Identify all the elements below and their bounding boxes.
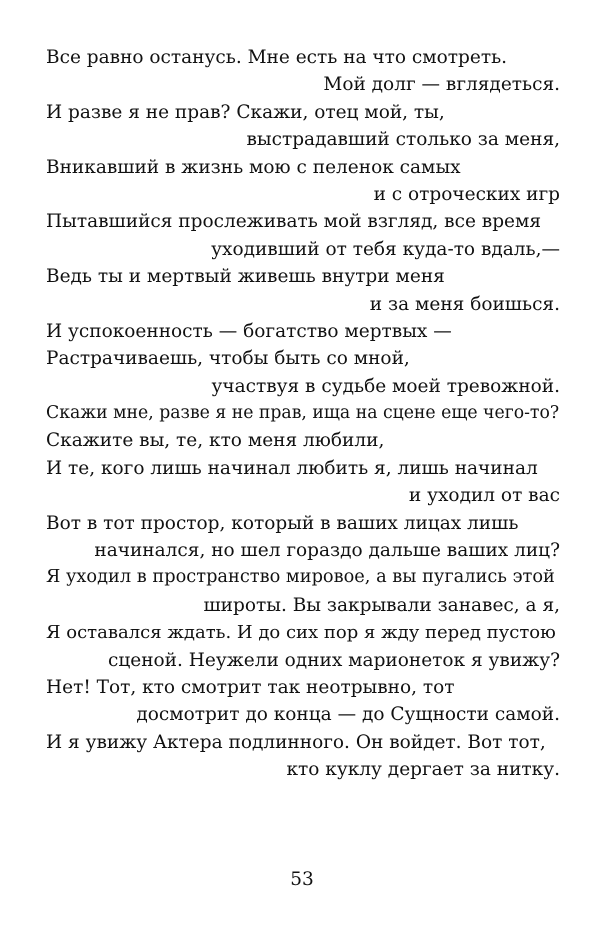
- poem-line: сценой. Неужели одних марионеток я увижу?: [108, 649, 560, 671]
- poem-line: Все равно останусь. Мне есть на что смотреть.: [46, 47, 508, 68]
- poem-line: Я оставался ждать. И до сих пор я жду перед пустою: [46, 622, 556, 644]
- poem-line: Я уходил в пространство мировое, а вы пугались этой: [46, 567, 555, 588]
- poem-line: Скажите вы, те, кто меня любили,: [46, 430, 385, 452]
- poem-line: Вникавший в жизнь мою с пеленок самых: [46, 156, 461, 178]
- page-number: 53: [290, 869, 314, 890]
- poem-line: И те, кого лишь начинал любить я, лишь начинал: [46, 457, 538, 479]
- poem-text: [46, 44, 560, 784]
- poem-line: выстрадавший столько за меня,: [246, 129, 560, 151]
- poem-line: Нет! Тот, кто смотрит так неотрывно, тот: [46, 676, 455, 698]
- poem-line: И успокоенность — богатство мертвых —: [46, 320, 452, 342]
- poem-line: уходивший от тебя куда-то вдаль,—: [211, 238, 560, 260]
- poem-line: Пытавшийся прослеживать мой взгляд, все время: [46, 211, 542, 233]
- poem-line: участвуя в судьбе моей тревожной.: [211, 375, 560, 397]
- poem-line: и уходил от вас: [408, 485, 560, 507]
- poem-line: досмотрит до конца — до Сущности самой.: [136, 704, 560, 726]
- poem-line: И я увижу Актера подлинного. Он войдет. Вот тот,: [46, 731, 546, 753]
- poem-line: и с отроческих игр: [373, 183, 560, 205]
- poem-line: И разве я не прав? Скажи, отец мой, ты,: [46, 101, 445, 123]
- poem-line: широты. Вы закрывали занавес, а я,: [203, 594, 560, 616]
- poem-line: Мой долг — вглядеться.: [323, 74, 560, 96]
- poem-line: Растрачиваешь, чтобы быть со мной,: [46, 348, 410, 370]
- poem-line: Вот в тот простор, который в ваших лицах лишь: [46, 512, 519, 534]
- poem-line: и за меня боишься.: [369, 293, 560, 315]
- poem-line: начинался, но шел гораздо дальше ваших лиц?: [94, 540, 560, 562]
- poem-line: Скажи мне, разве я не прав, ища на сцене еще чего-то?: [46, 403, 560, 424]
- poem-line: Ведь ты и мертвый живешь внутри меня: [46, 266, 445, 288]
- poem-line: кто куклу дергает за нитку.: [286, 759, 560, 781]
